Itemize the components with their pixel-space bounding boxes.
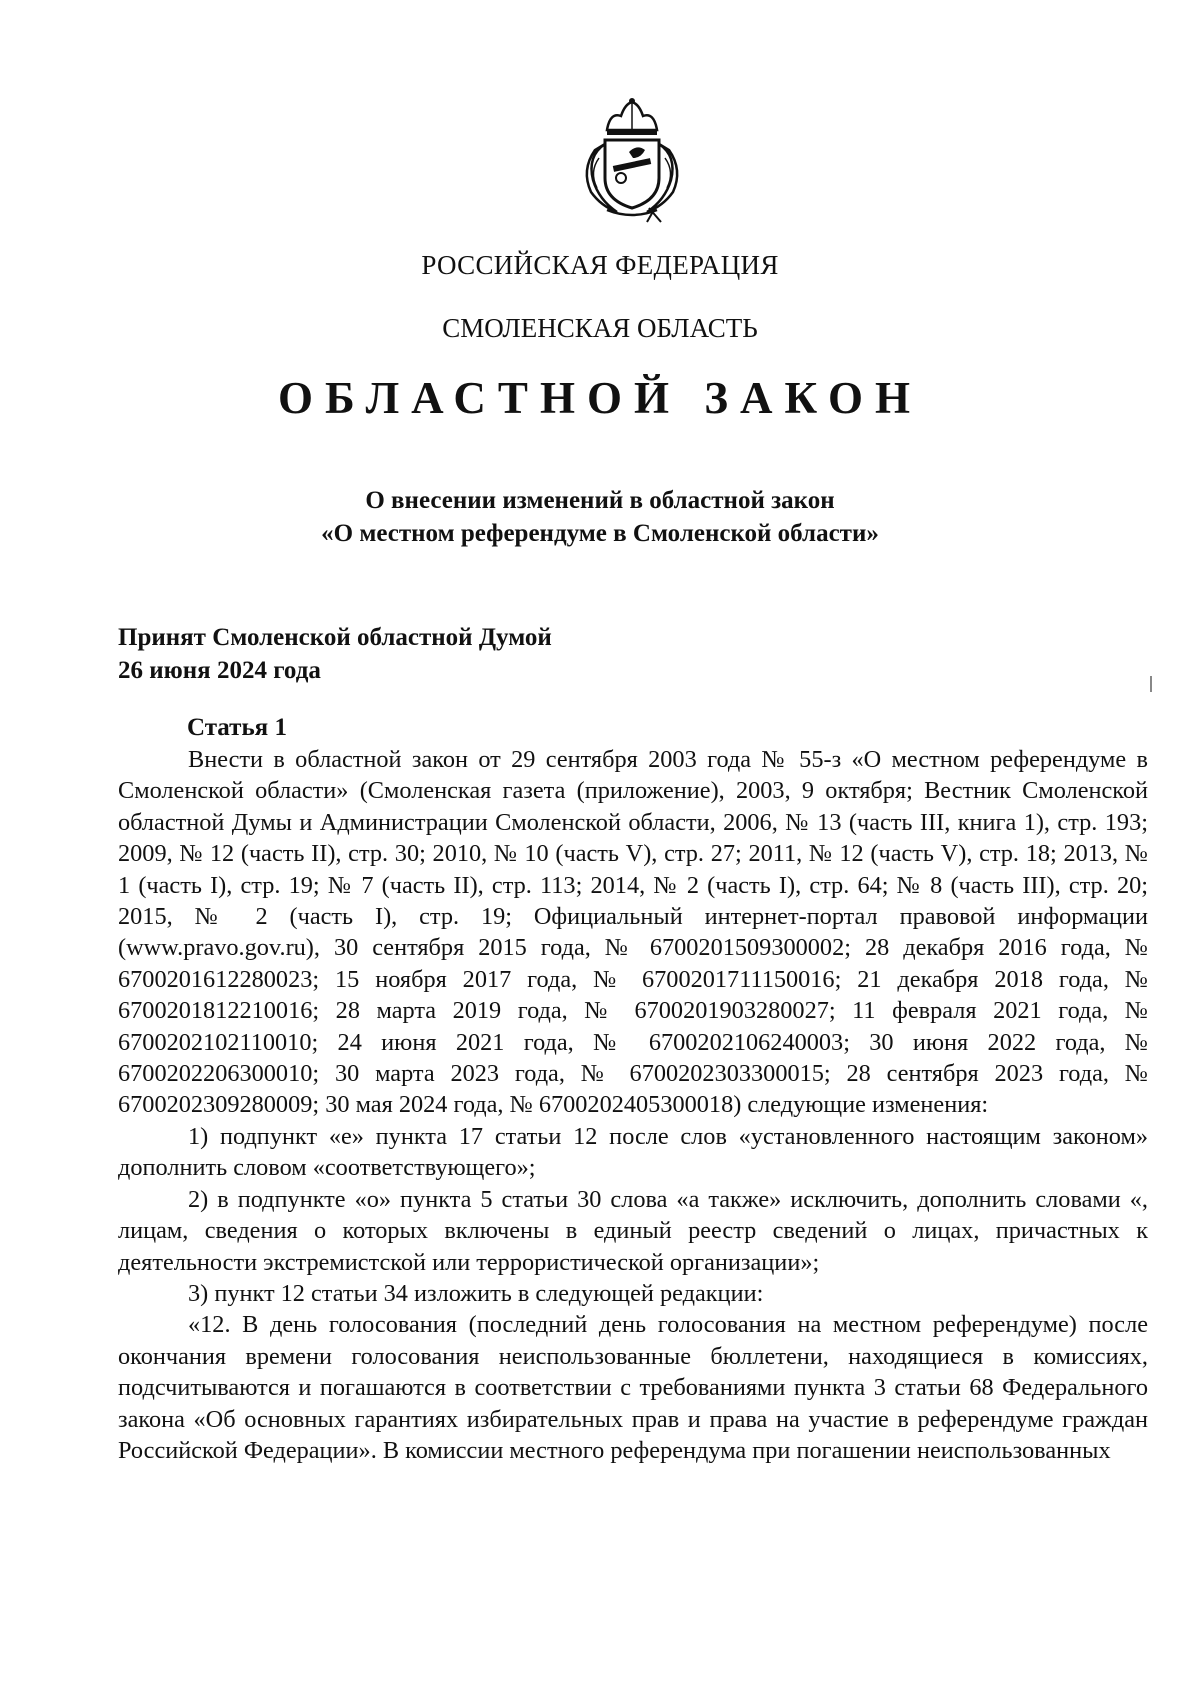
article-paragraph: Внести в областной закон от 29 сентября 2003 года № 55-з «О местном референдуме в Смоленской области» (Смоленская газета (приложение), 2003, 9 октября; Вестник Смоленской областной Думы и Администрации Смоленской области, 2006, № 13 (часть III, книга 1), стр. 193; 2009, № 12 (часть II), стр. 30; 2010, № 10 (часть V), стр. 27; 2011, № 12 (часть V), стр. 18; 2013, № 1 (часть I), стр. 19; № 7 (часть II), стр. 113; 2014, № 2 (часть I), стр. 64; № 8 (часть III), стр. 20; 2015, № 2 (часть I), стр. 19; Официальный интернет-портал правовой информации (www.pravo.gov.ru), 30 сентября 2015 года, № 6700201509300002; 28 декабря 2016 года, № 6700201612280023; 15 ноября 2017 года, № 6700201711150016; 21 декабря 2018 года, № 6700201812210016; 28 марта 2019 года, № 6700201903280027; 11 февраля 2021 года, № 6700202102110010; 24 июня 2021 года, № 6700202106240003; 30 июня 2022 года, № 6700202206300010; 30 марта 2023 года, № 6700202303300015; 28 сентября 2023 года, № 6700202309280009; 30 мая 2024 года, № 6700202405300018) следующие изменения: [118, 746, 1148, 1119]
adoption-info [118, 621, 552, 687]
smolensk-coat-of-arms-icon [577, 96, 687, 226]
article-paragraph: «12. В день голосования (последний день голосования на местном референдуме) после окончания времени голосования неиспользованные бюллетени, находящиеся в комиссиях, подсчитываются и погашаются в соответствии с требованиями пункта 3 статьи 68 Федерального закона «Об основных гарантиях избирательных прав и права на участие в референдуме граждан Российской Федерации». В комиссии местного референдума при погашении неиспользованных [118, 1311, 1148, 1464]
article-paragraph: 2) в подпункте «о» пункта 5 статьи 30 слова «а также» исключить, дополнить словами «, лицам, сведения о которых включены в единый реестр сведений о лицах, причастных к деятельности экстремистской или террористической организации»; [118, 1185, 1148, 1276]
article-body [118, 744, 1148, 1466]
country-name: РОССИЙСКАЯ ФЕДЕРАЦИЯ [421, 250, 779, 280]
article-paragraph: 1) подпункт «е» пункта 17 статьи 12 после слов «установленного настоящим законом» дополнить словом «соответствующего»; [118, 1122, 1148, 1182]
law-type-heading: ОБЛАСТНОЙ ЗАКОН [278, 373, 922, 423]
adoption-date: 26 июня 2024 года [118, 657, 321, 684]
article-paragraph: 3) пункт 12 статьи 34 изложить в следующей редакции: [188, 1279, 764, 1307]
article-heading: Статья 1 [187, 714, 287, 741]
law-title-line-2: «О местном референдуме в Смоленской области» [321, 520, 879, 547]
law-title-line-1: О внесении изменений в областной закон [365, 487, 835, 514]
adopted-by: Принят Смоленской областной Думой [118, 624, 552, 651]
region-name: СМОЛЕНСКАЯ ОБЛАСТЬ [442, 313, 758, 343]
scan-artifact [1150, 676, 1152, 692]
